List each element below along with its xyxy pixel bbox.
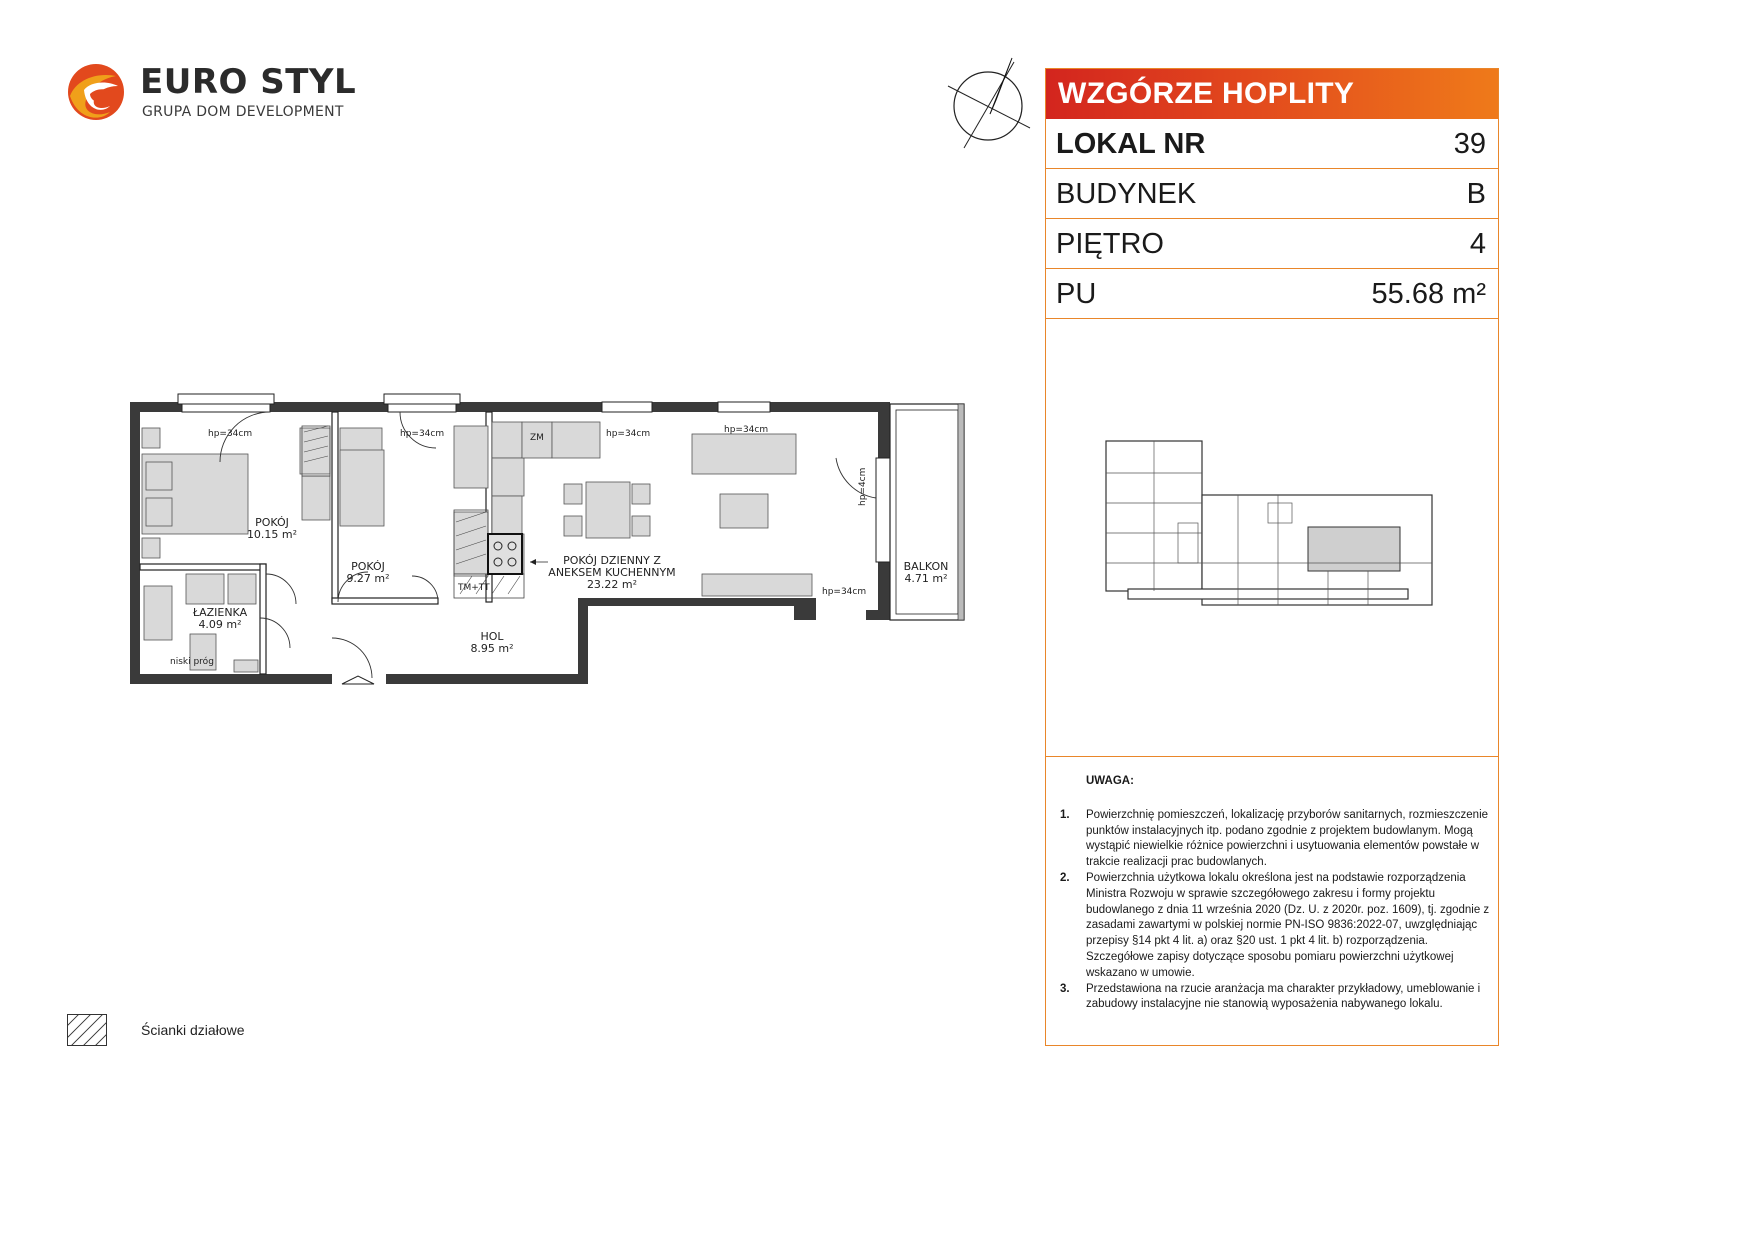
room-balkon-name: BALKON bbox=[903, 560, 949, 573]
hp-label-5: hp=34cm bbox=[822, 587, 867, 597]
legend-label: Ścianki działowe bbox=[141, 1022, 245, 1038]
room-hol-area: 8.95 m² bbox=[470, 642, 514, 655]
note-item bbox=[1060, 808, 1490, 871]
note-item bbox=[1060, 871, 1490, 982]
north-arrow-icon bbox=[944, 56, 1034, 160]
niski-prog-label: niski próg bbox=[170, 657, 214, 667]
eurostyl-logo-icon bbox=[66, 60, 130, 124]
key-plan-section bbox=[1046, 317, 1498, 757]
row-pietro-label: PIĘTRO bbox=[1056, 228, 1164, 260]
note-number: 1. bbox=[1060, 808, 1070, 821]
hp-label-3: hp=34cm bbox=[606, 429, 651, 439]
room-pokoj1-name: POKÓJ bbox=[255, 516, 289, 529]
logo-name: EURO STYL bbox=[140, 62, 357, 102]
note-text: Przedstawiona na rzucie aranżacja ma charakter przykładowy, umeblowanie i zabudowy instalacyjne nie stanowią wyposażenia nabywanego lokalu. bbox=[1086, 982, 1481, 1011]
row-pietro bbox=[1046, 219, 1498, 269]
notes-header: UWAGA: bbox=[1086, 775, 1134, 787]
row-pu-label: PU bbox=[1056, 278, 1097, 310]
project-title: WZGÓRZE HOPLITY bbox=[1046, 69, 1498, 119]
row-budynek bbox=[1046, 169, 1498, 219]
zm-label: ZM bbox=[530, 433, 544, 443]
building-key-plan bbox=[1098, 433, 1458, 613]
tm-label: TM+TT bbox=[458, 583, 490, 593]
logo-subtitle: GRUPA DOM DEVELOPMENT bbox=[142, 104, 344, 120]
room-hol-name: HOL bbox=[480, 630, 504, 643]
hp-label-4: hp=34cm bbox=[724, 425, 769, 435]
row-pu-value: 55.68 m² bbox=[1371, 278, 1486, 310]
room-dzienny-line2: ANEKSEM KUCHENNYM bbox=[548, 566, 676, 579]
room-dzienny-area: 23.22 m² bbox=[586, 578, 638, 591]
floor-plan bbox=[120, 388, 980, 698]
note-item bbox=[1060, 982, 1490, 1014]
info-panel bbox=[1045, 68, 1499, 1046]
logo bbox=[66, 60, 356, 130]
hp-label-2: hp=34cm bbox=[400, 429, 445, 439]
hp-label-6: hp=4cm bbox=[858, 467, 868, 506]
notes-section bbox=[1060, 774, 1490, 1013]
room-dzienny-line1: POKÓJ DZIENNY Z bbox=[563, 554, 661, 567]
row-pu bbox=[1046, 269, 1498, 319]
note-text: Powierzchnię pomieszczeń, lokalizację przyborów sanitarnych, rozmieszczenie punktów instalacyjnych itp. podano zgodnie z projektem budowlanym. Mogą wystąpić niewielkie różnice powierzchni i usytuowania elementów powstałe w trakcie realizacji prac budowlanych. bbox=[1086, 808, 1489, 869]
room-lazienka-area: 4.09 m² bbox=[198, 618, 242, 631]
hatched-swatch-icon bbox=[67, 1014, 107, 1046]
note-number: 3. bbox=[1060, 982, 1070, 995]
room-pokoj2-area: 9.27 m² bbox=[346, 572, 390, 585]
row-lokal-label: LOKAL NR bbox=[1056, 128, 1206, 160]
row-budynek-value: B bbox=[1466, 178, 1486, 210]
row-lokal-value: 39 bbox=[1453, 128, 1486, 160]
room-pokoj1-area: 10.15 m² bbox=[246, 528, 298, 541]
room-pokoj2-name: POKÓJ bbox=[351, 560, 385, 573]
row-budynek-label: BUDYNEK bbox=[1056, 178, 1197, 210]
room-lazienka-name: ŁAZIENKA bbox=[192, 606, 248, 619]
note-number: 2. bbox=[1060, 871, 1070, 884]
note-text: Powierzchnia użytkowa lokalu określona jest na podstawie rozporządzenia Ministra Rozwoju w sprawie szczegółowego zakresu i formy projektu budowlanego z dnia 11 września 2020 (Dz. U. z 2020r. poz. 1609), tj. zgodnie z zasadami zawartymi w polskiej normie PN-ISO 9836:2022-07, uwzględniając przepisy §14 pkt 4 lit. a) oraz §20 ust. 1 pkt 4 lit. b) rozporządzenia. Szczegółowe zapisy dotyczące sposobu pomiaru powierzchni użytkowej wskazano w umowie. bbox=[1086, 871, 1490, 979]
row-lokal bbox=[1046, 119, 1498, 169]
hp-label-1: hp=34cm bbox=[208, 429, 253, 439]
row-pietro-value: 4 bbox=[1469, 228, 1486, 260]
room-balkon-area: 4.71 m² bbox=[904, 572, 948, 585]
